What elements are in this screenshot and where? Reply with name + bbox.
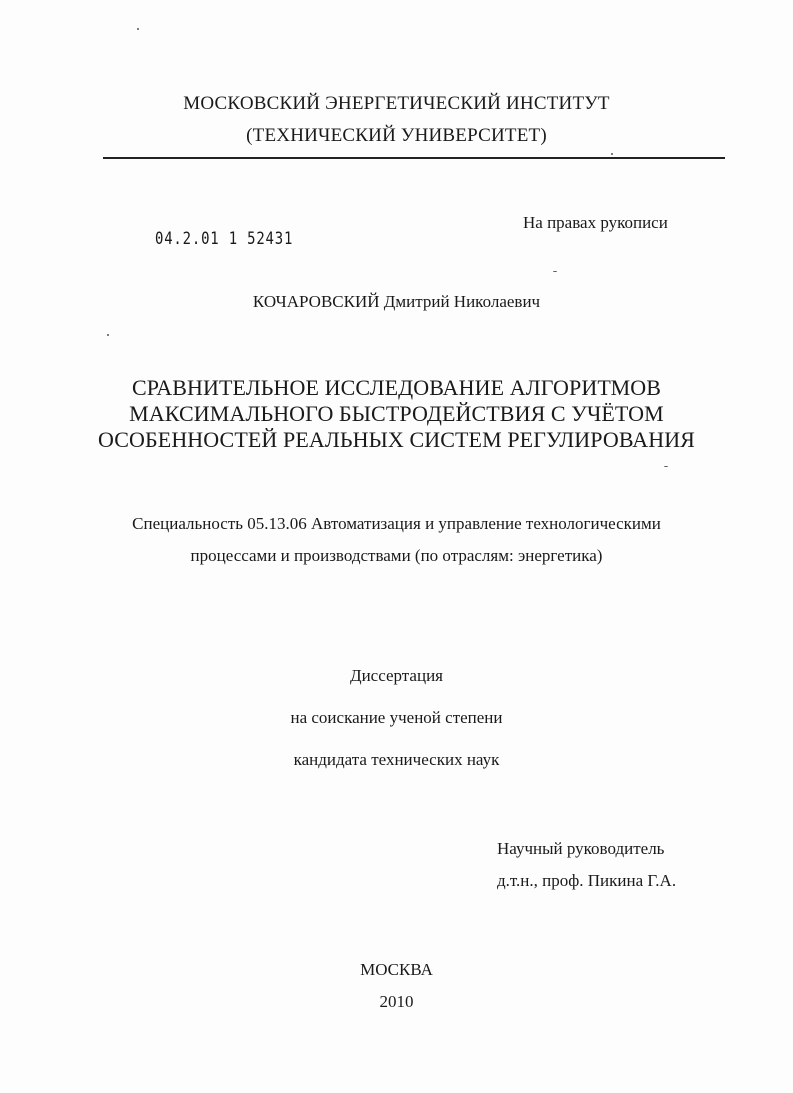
year: 2010 (379, 992, 414, 1011)
supervisor-label: Научный руководитель (497, 839, 665, 858)
thesis-title-line-2: МАКСИМАЛЬНОГО БЫСТРОДЕЙСТВИЯ С УЧЁТОМ (129, 401, 664, 426)
scan-speck (611, 153, 613, 155)
registry-number: 04.2.01 1 52431 (155, 229, 294, 249)
specialty-line-2: процессами и производствами (по отраслям: энергетика) (190, 546, 603, 565)
supervisor-name: д.т.н., проф. Пикина Г.А. (497, 871, 677, 890)
specialty-line-1: Специальность 05.13.06 Автоматизация и управление технологическими (132, 514, 661, 533)
degree-name: кандидата технических наук (293, 750, 500, 769)
institute-subtitle: (ТЕХНИЧЕСКИЙ УНИВЕРСИТЕТ) (246, 125, 547, 146)
thesis-title-line-3: ОСОБЕННОСТЕЙ РЕАЛЬНЫХ СИСТЕМ РЕГУЛИРОВАНИЯ (98, 427, 695, 452)
author-name: КОЧАРОВСКИЙ Дмитрий Николаевич (252, 292, 541, 311)
thesis-title-line-1: СРАВНИТЕЛЬНОЕ ИССЛЕДОВАНИЕ АЛГОРИТМОВ (131, 375, 662, 400)
scan-speck (137, 28, 139, 30)
institute-name: МОСКОВСКИЙ ЭНЕРГЕТИЧЕСКИЙ ИНСТИТУТ (183, 93, 610, 114)
document-type: Диссертация (349, 666, 443, 685)
city: МОСКВА (360, 960, 433, 979)
scan-speck (107, 334, 109, 336)
header-divider (103, 157, 725, 159)
rights-notice: На правах рукописи (523, 213, 668, 232)
scan-speck (664, 466, 668, 467)
scan-speck (553, 271, 557, 272)
degree-purpose: на соискание ученой степени (290, 708, 503, 727)
